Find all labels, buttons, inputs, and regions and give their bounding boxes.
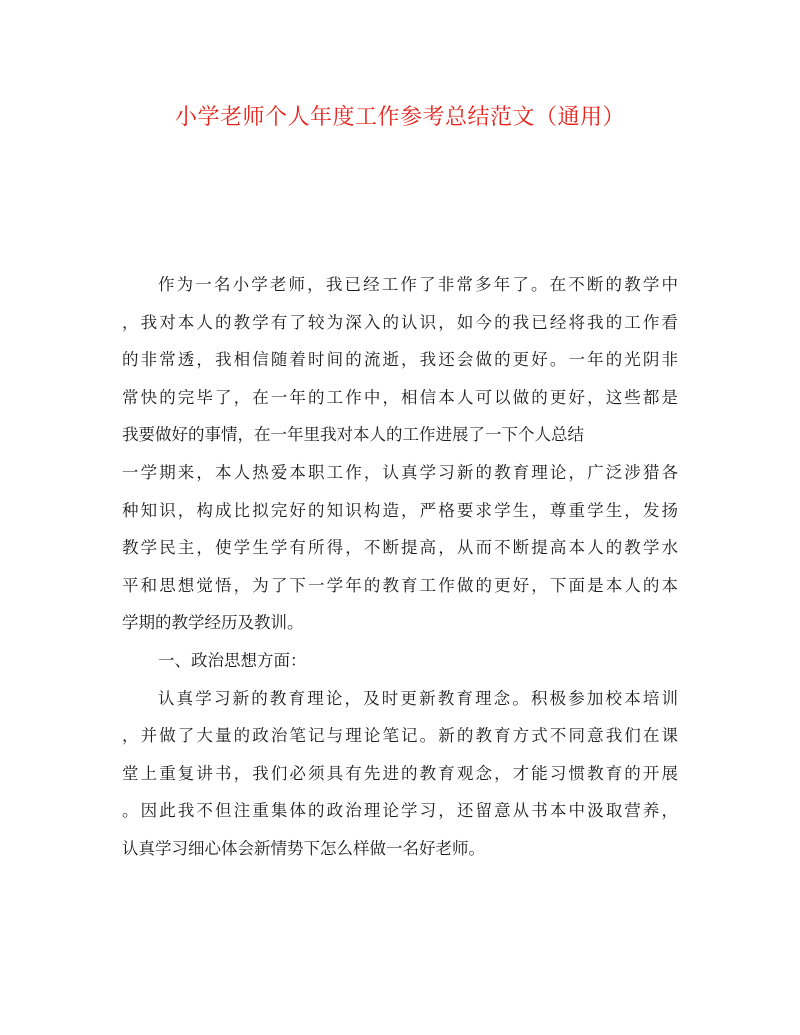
paragraph-line: 作为一名小学老师，我已经工作了非常多年了。在不断的教学中 (158, 275, 678, 294)
paragraph-line: 教学民主，使学生学有所得，不断提高，从而不断提高本人的教学水 (122, 538, 678, 558)
paragraph-line: 的非常透，我相信随着时间的流逝，我还会做的更好。一年的光阴非 (122, 350, 678, 370)
paragraph-line: ，我对本人的教学有了较为深入的认识，如今的我已经将我的工作看 (122, 312, 678, 332)
section-heading: 一、政治思想方面： (158, 650, 307, 670)
paragraph-line: 认真学习细心体会新情势下怎么样做一名好老师。 (122, 838, 485, 858)
paragraph-line: 平和思想觉悟，为了下一学年的教育工作做的更好，下面是本人的本 (122, 575, 678, 595)
document-body (122, 266, 678, 868)
paragraph-line: ，并做了大量的政治笔记与理论笔记。新的教育方式不同意我们在课 (122, 726, 678, 746)
document-title: 小学老师个人年度工作参考总结范文（通用） (174, 105, 625, 130)
paragraph-line: 一学期来，本人热爱本职工作，认真学习新的教育理论，广泛涉猎各 (122, 462, 678, 482)
paragraph-line: 。因此我不但注重集体的政治理论学习，还留意从书本中汲取营养， (122, 801, 678, 821)
paragraph-line: 学期的教学经历及教训。 (122, 613, 304, 633)
paragraph-line: 我要做好的事情，在一年里我对本人的工作进展了一下个人总结 (122, 425, 584, 445)
paragraph-line: 种知识，构成比拟完好的知识构造，严格要求学生，尊重学生，发扬 (122, 500, 678, 520)
paragraph-line: 认真学习新的教育理论，及时更新教育理念。积极参加校本培训 (158, 688, 678, 708)
paragraph-line: 常快的完毕了，在一年的工作中，相信本人可以做的更好，这些都是 (122, 387, 678, 407)
paragraph-line: 堂上重复讲书，我们必须具有先进的教育观念，才能习惯教育的开展 (122, 763, 678, 783)
